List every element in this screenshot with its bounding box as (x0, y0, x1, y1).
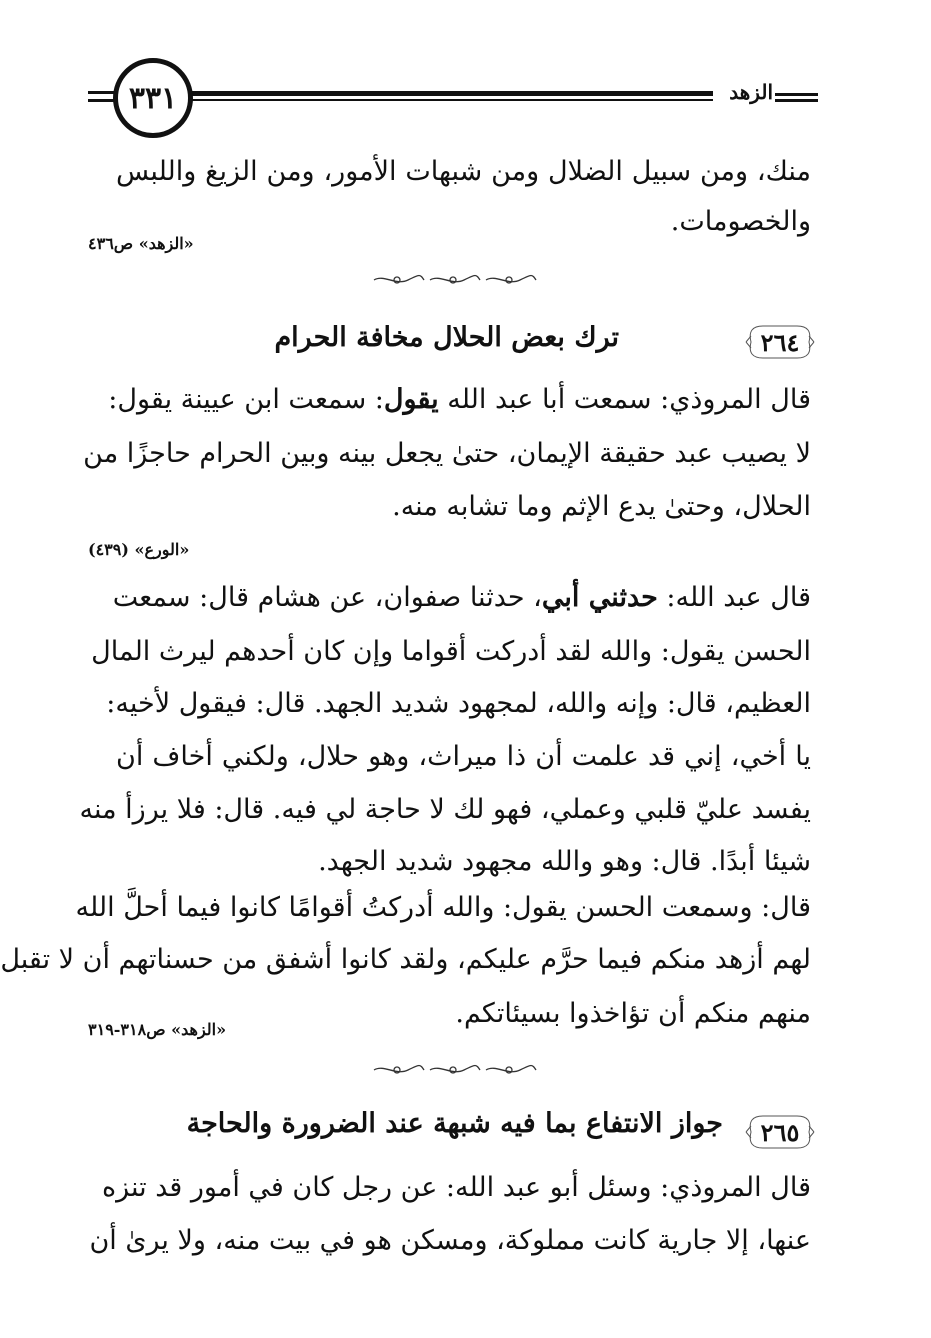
source-citation: «الزهد» ص٣١٨-٣١٩ (88, 1020, 227, 1039)
text-line: والخصومات. (670, 206, 811, 237)
running-head: الزهد (729, 80, 773, 104)
header-rule-main-thin (190, 99, 713, 101)
text-line: العظيم، قال: وإنه والله، لمجهود شديد الجهد. قال: فيقول لأخيه: (106, 688, 811, 719)
ornament-divider (370, 1062, 540, 1078)
header-rule-right (775, 93, 818, 96)
text-line: عنها، إلا جارية كانت مملوكة، ومسكن هو في بيت منه، ولا يرىٰ أن (89, 1225, 811, 1256)
header-rule-right-lower (775, 99, 818, 102)
section-number: ٢٦٤ (760, 327, 800, 357)
text-line: الحسن يقول: والله لقد أدركت أقواما وإن كان أحدهم ليرث المال (91, 636, 811, 667)
section-title: جواز الانتفاع بما فيه شبهة عند الضرورة والحاجة (186, 1108, 723, 1139)
page-number: ٣٣١ (113, 58, 193, 138)
text-line: قال عبد الله: حدثني أبي، حدثنا صفوان، عن هشام قال: سمعت (112, 582, 811, 613)
section-number: ٢٦٥ (760, 1117, 800, 1147)
source-citation: «الورع» (٤٣٩) (88, 540, 190, 559)
text-line: قال المروذي: وسئل أبو عبد الله: عن رجل كان في أمور قد تنزه (101, 1172, 811, 1203)
text-line: منك، ومن سبيل الضلال ومن شبهات الأمور، ومن الزيغ واللبس (116, 156, 811, 187)
source-citation: «الزهد» ص٤٣٦ (88, 234, 194, 253)
ornament-divider (370, 272, 540, 288)
text-line: الحلال، وحتىٰ يدع الإثم وما تشابه منه. (392, 491, 811, 522)
text-line: لا يصيب عبد حقيقة الإيمان، حتىٰ يجعل بينه وبين الحرام حاجزًا من (83, 438, 811, 469)
text-line: قال المروذي: سمعت أبا عبد الله يقول: سمعت ابن عيينة يقول: (108, 384, 811, 415)
section-title: ترك بعض الحلال مخافة الحرام (274, 322, 619, 353)
text-line: قال: وسمعت الحسن يقول: والله أدركتُ أقوامًا كانوا فيما أحلَّ الله (75, 892, 811, 923)
text-line: يا أخي، إني قد علمت أن ذا ميراث، وهو حلال، ولكني أخاف أن (116, 741, 811, 772)
text-line: شيئا أبدًا. قال: وهو والله مجهود شديد الجهد. (318, 846, 811, 877)
text-line: يفسد عليّ قلبي وعملي، فهو لك لا حاجة لي فيه. قال: فلا يرزأ منه (79, 794, 811, 825)
text-line: لهم أزهد منكم فيما حرَّم عليكم، ولقد كانوا أشفق من حسناتهم أن لا تقبل (0, 944, 811, 975)
header-rule-main (190, 91, 713, 96)
text-line: منهم منكم أن تؤاخذوا بسيئاتكم. (455, 998, 811, 1029)
